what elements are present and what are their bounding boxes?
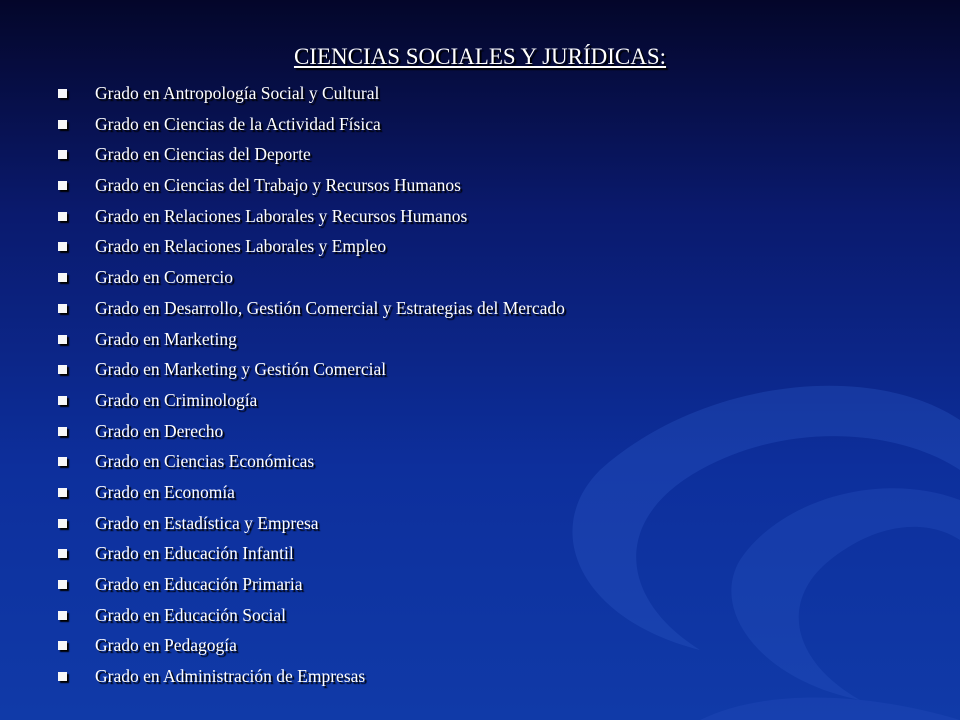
list-item <box>58 479 938 510</box>
list-item <box>58 326 938 357</box>
square-bullet-icon <box>58 273 67 282</box>
list-item <box>58 111 938 142</box>
square-bullet-icon <box>58 611 67 620</box>
list-item <box>58 172 938 203</box>
square-bullet-icon <box>58 641 67 650</box>
list-item <box>58 510 938 541</box>
list-item <box>58 233 938 264</box>
square-bullet-icon <box>58 580 67 589</box>
list-item <box>58 571 938 602</box>
degree-list <box>58 80 938 694</box>
list-item-label: Grado en Pedagogía <box>95 635 237 656</box>
square-bullet-icon <box>58 396 67 405</box>
list-item-label: Grado en Administración de Empresas <box>95 666 366 687</box>
list-item <box>58 141 938 172</box>
square-bullet-icon <box>58 120 67 129</box>
list-item-label: Grado en Ciencias del Trabajo y Recursos Humanos <box>95 175 461 196</box>
list-item <box>58 387 938 418</box>
list-item-label: Grado en Desarrollo, Gestión Comercial y Estrategias del Mercado <box>95 297 565 318</box>
list-item-label: Grado en Criminología <box>95 389 258 410</box>
square-bullet-icon <box>58 519 67 528</box>
list-item <box>58 80 938 111</box>
list-item-label: Grado en Educación Social <box>95 604 286 625</box>
square-bullet-icon <box>58 457 67 466</box>
square-bullet-icon <box>58 488 67 497</box>
list-item <box>58 356 938 387</box>
list-item-label: Grado en Ciencias Económicas <box>95 451 315 472</box>
square-bullet-icon <box>58 672 67 681</box>
list-item <box>58 448 938 479</box>
square-bullet-icon <box>58 242 67 251</box>
square-bullet-icon <box>58 427 67 436</box>
list-item-label: Grado en Relaciones Laborales y Empleo <box>95 236 387 257</box>
square-bullet-icon <box>58 89 67 98</box>
list-item-label: Grado en Derecho <box>95 420 224 441</box>
list-item-label: Grado en Comercio <box>95 267 234 288</box>
list-item-label: Grado en Ciencias del Deporte <box>95 144 311 165</box>
square-bullet-icon <box>58 304 67 313</box>
list-item-label: Grado en Economía <box>95 481 235 502</box>
list-item-label: Grado en Ciencias de la Actividad Física <box>95 113 381 134</box>
list-item-label: Grado en Educación Infantil <box>95 543 294 564</box>
list-item-label: Grado en Estadística y Empresa <box>95 512 319 533</box>
list-item-label: Grado en Antropología Social y Cultural <box>95 83 380 103</box>
square-bullet-icon <box>58 150 67 159</box>
square-bullet-icon <box>58 549 67 558</box>
list-item <box>58 663 938 694</box>
list-item <box>58 602 938 633</box>
list-item <box>58 540 938 571</box>
slide-title: CIENCIAS SOCIALES Y JURÍDICAS: <box>293 44 667 69</box>
square-bullet-icon <box>58 335 67 344</box>
square-bullet-icon <box>58 365 67 374</box>
square-bullet-icon <box>58 212 67 221</box>
list-item-label: Grado en Educación Primaria <box>95 574 303 594</box>
list-item <box>58 295 938 326</box>
list-item <box>58 203 938 234</box>
list-item <box>58 632 938 663</box>
list-item-label: Grado en Marketing y Gestión Comercial <box>95 359 387 380</box>
list-item-label: Grado en Marketing <box>95 328 237 349</box>
list-item-label: Grado en Relaciones Laborales y Recursos Humanos <box>95 205 468 226</box>
square-bullet-icon <box>58 181 67 190</box>
list-item <box>58 264 938 295</box>
list-item <box>58 418 938 449</box>
